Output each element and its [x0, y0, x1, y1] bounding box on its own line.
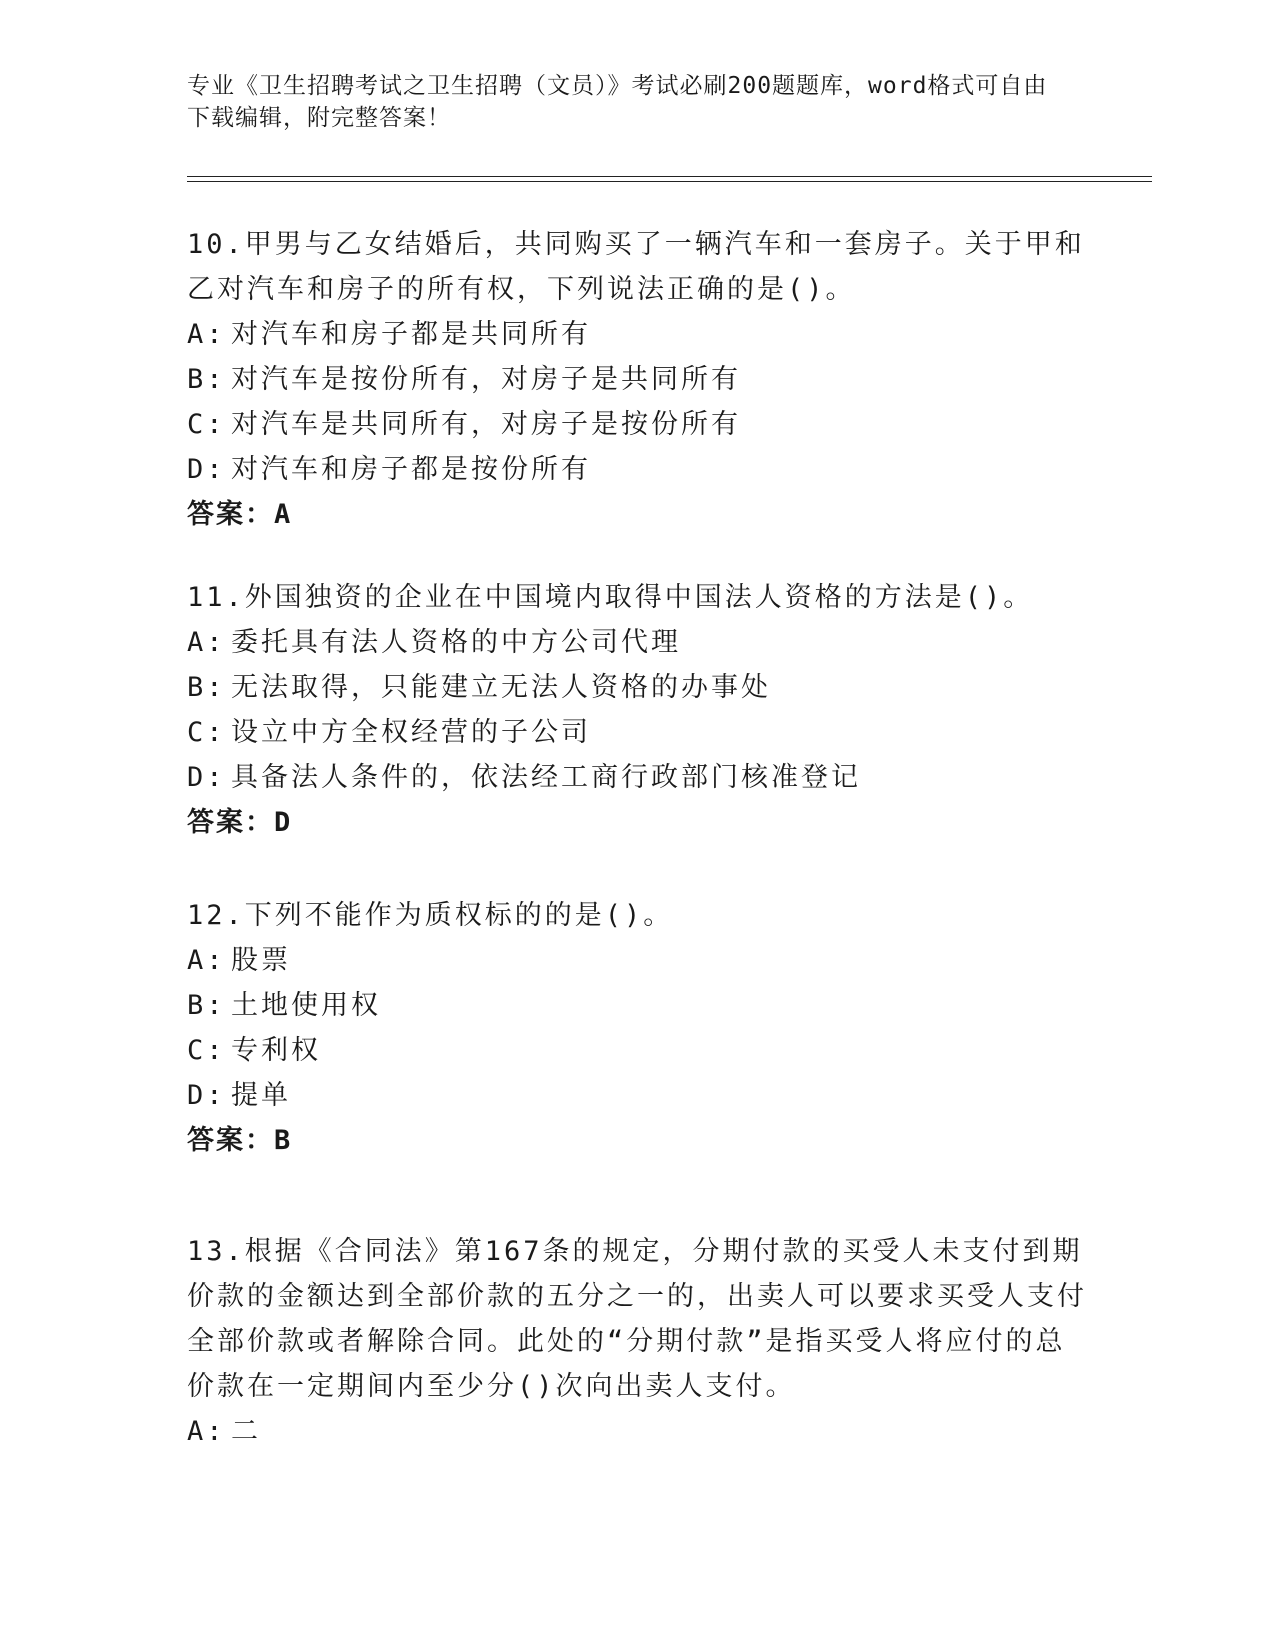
question-13 — [187, 1229, 1087, 1454]
option-c — [187, 710, 1087, 755]
question-stem: 13.根据《合同法》第167条的规定，分期付款的买受人未支付到期价款的金额达到全部价款的五分之一的，出卖人可以要求买受人支付全部价款或者解除合同。此处的“分期付款”是指买受人将应付的总价款在一定期间内至少分()次向出卖人支付。 — [187, 1236, 1087, 1402]
option-text: 二 — [231, 1416, 261, 1447]
option-a — [187, 620, 1087, 665]
question-10 — [187, 222, 1087, 537]
option-key: D: — [187, 454, 226, 485]
option-text: 无法取得，只能建立无法人资格的办事处 — [231, 672, 771, 703]
option-key: C: — [187, 1035, 226, 1066]
option-text: 具备法人条件的，依法经工商行政部门核准登记 — [231, 762, 861, 793]
option-key: D: — [187, 1080, 226, 1111]
option-text: 对汽车和房子都是共同所有 — [231, 319, 591, 350]
option-a — [187, 938, 1087, 983]
option-key: C: — [187, 717, 226, 748]
option-text: 提单 — [231, 1080, 291, 1111]
option-key: D: — [187, 762, 226, 793]
option-text: 土地使用权 — [231, 990, 381, 1021]
question-stem: 11.外国独资的企业在中国境内取得中国法人资格的方法是()。 — [187, 582, 1034, 613]
option-d — [187, 447, 1087, 492]
option-key: B: — [187, 672, 226, 703]
option-key: A: — [187, 319, 226, 350]
question-stem: 10.甲男与乙女结婚后，共同购买了一辆汽车和一套房子。关于甲和乙对汽车和房子的所有权，下列说法正确的是()。 — [187, 229, 1085, 305]
option-a — [187, 1409, 1087, 1454]
option-d — [187, 1073, 1087, 1118]
answer-label: 答案：B — [187, 1125, 293, 1156]
option-c — [187, 1028, 1087, 1073]
option-a — [187, 312, 1087, 357]
option-d — [187, 755, 1087, 800]
option-key: C: — [187, 409, 226, 440]
option-key: A: — [187, 1416, 226, 1447]
option-text: 股票 — [231, 945, 291, 976]
document-header: 专业《卫生招聘考试之卫生招聘（文员）》考试必刷200题题库，word格式可自由下载编辑，附完整答案！ — [187, 73, 1048, 131]
option-text: 对汽车是共同所有，对房子是按份所有 — [231, 409, 741, 440]
question-12 — [187, 893, 1087, 1163]
option-text: 对汽车是按份所有，对房子是共同所有 — [231, 364, 741, 395]
option-key: A: — [187, 945, 226, 976]
header-divider-top — [187, 176, 1152, 177]
option-b — [187, 983, 1087, 1028]
option-key: B: — [187, 364, 226, 395]
option-text: 对汽车和房子都是按份所有 — [231, 454, 591, 485]
option-text: 委托具有法人资格的中方公司代理 — [231, 627, 681, 658]
header-divider-bottom — [187, 181, 1152, 182]
option-b — [187, 665, 1087, 710]
question-11 — [187, 575, 1087, 845]
option-key: A: — [187, 627, 226, 658]
option-text: 设立中方全权经营的子公司 — [231, 717, 591, 748]
question-stem: 12.下列不能作为质权标的的是()。 — [187, 900, 674, 931]
answer-label: 答案：D — [187, 807, 293, 838]
option-c — [187, 402, 1087, 447]
option-key: B: — [187, 990, 226, 1021]
option-b — [187, 357, 1087, 402]
answer-label: 答案：A — [187, 499, 293, 530]
option-text: 专利权 — [231, 1035, 321, 1066]
